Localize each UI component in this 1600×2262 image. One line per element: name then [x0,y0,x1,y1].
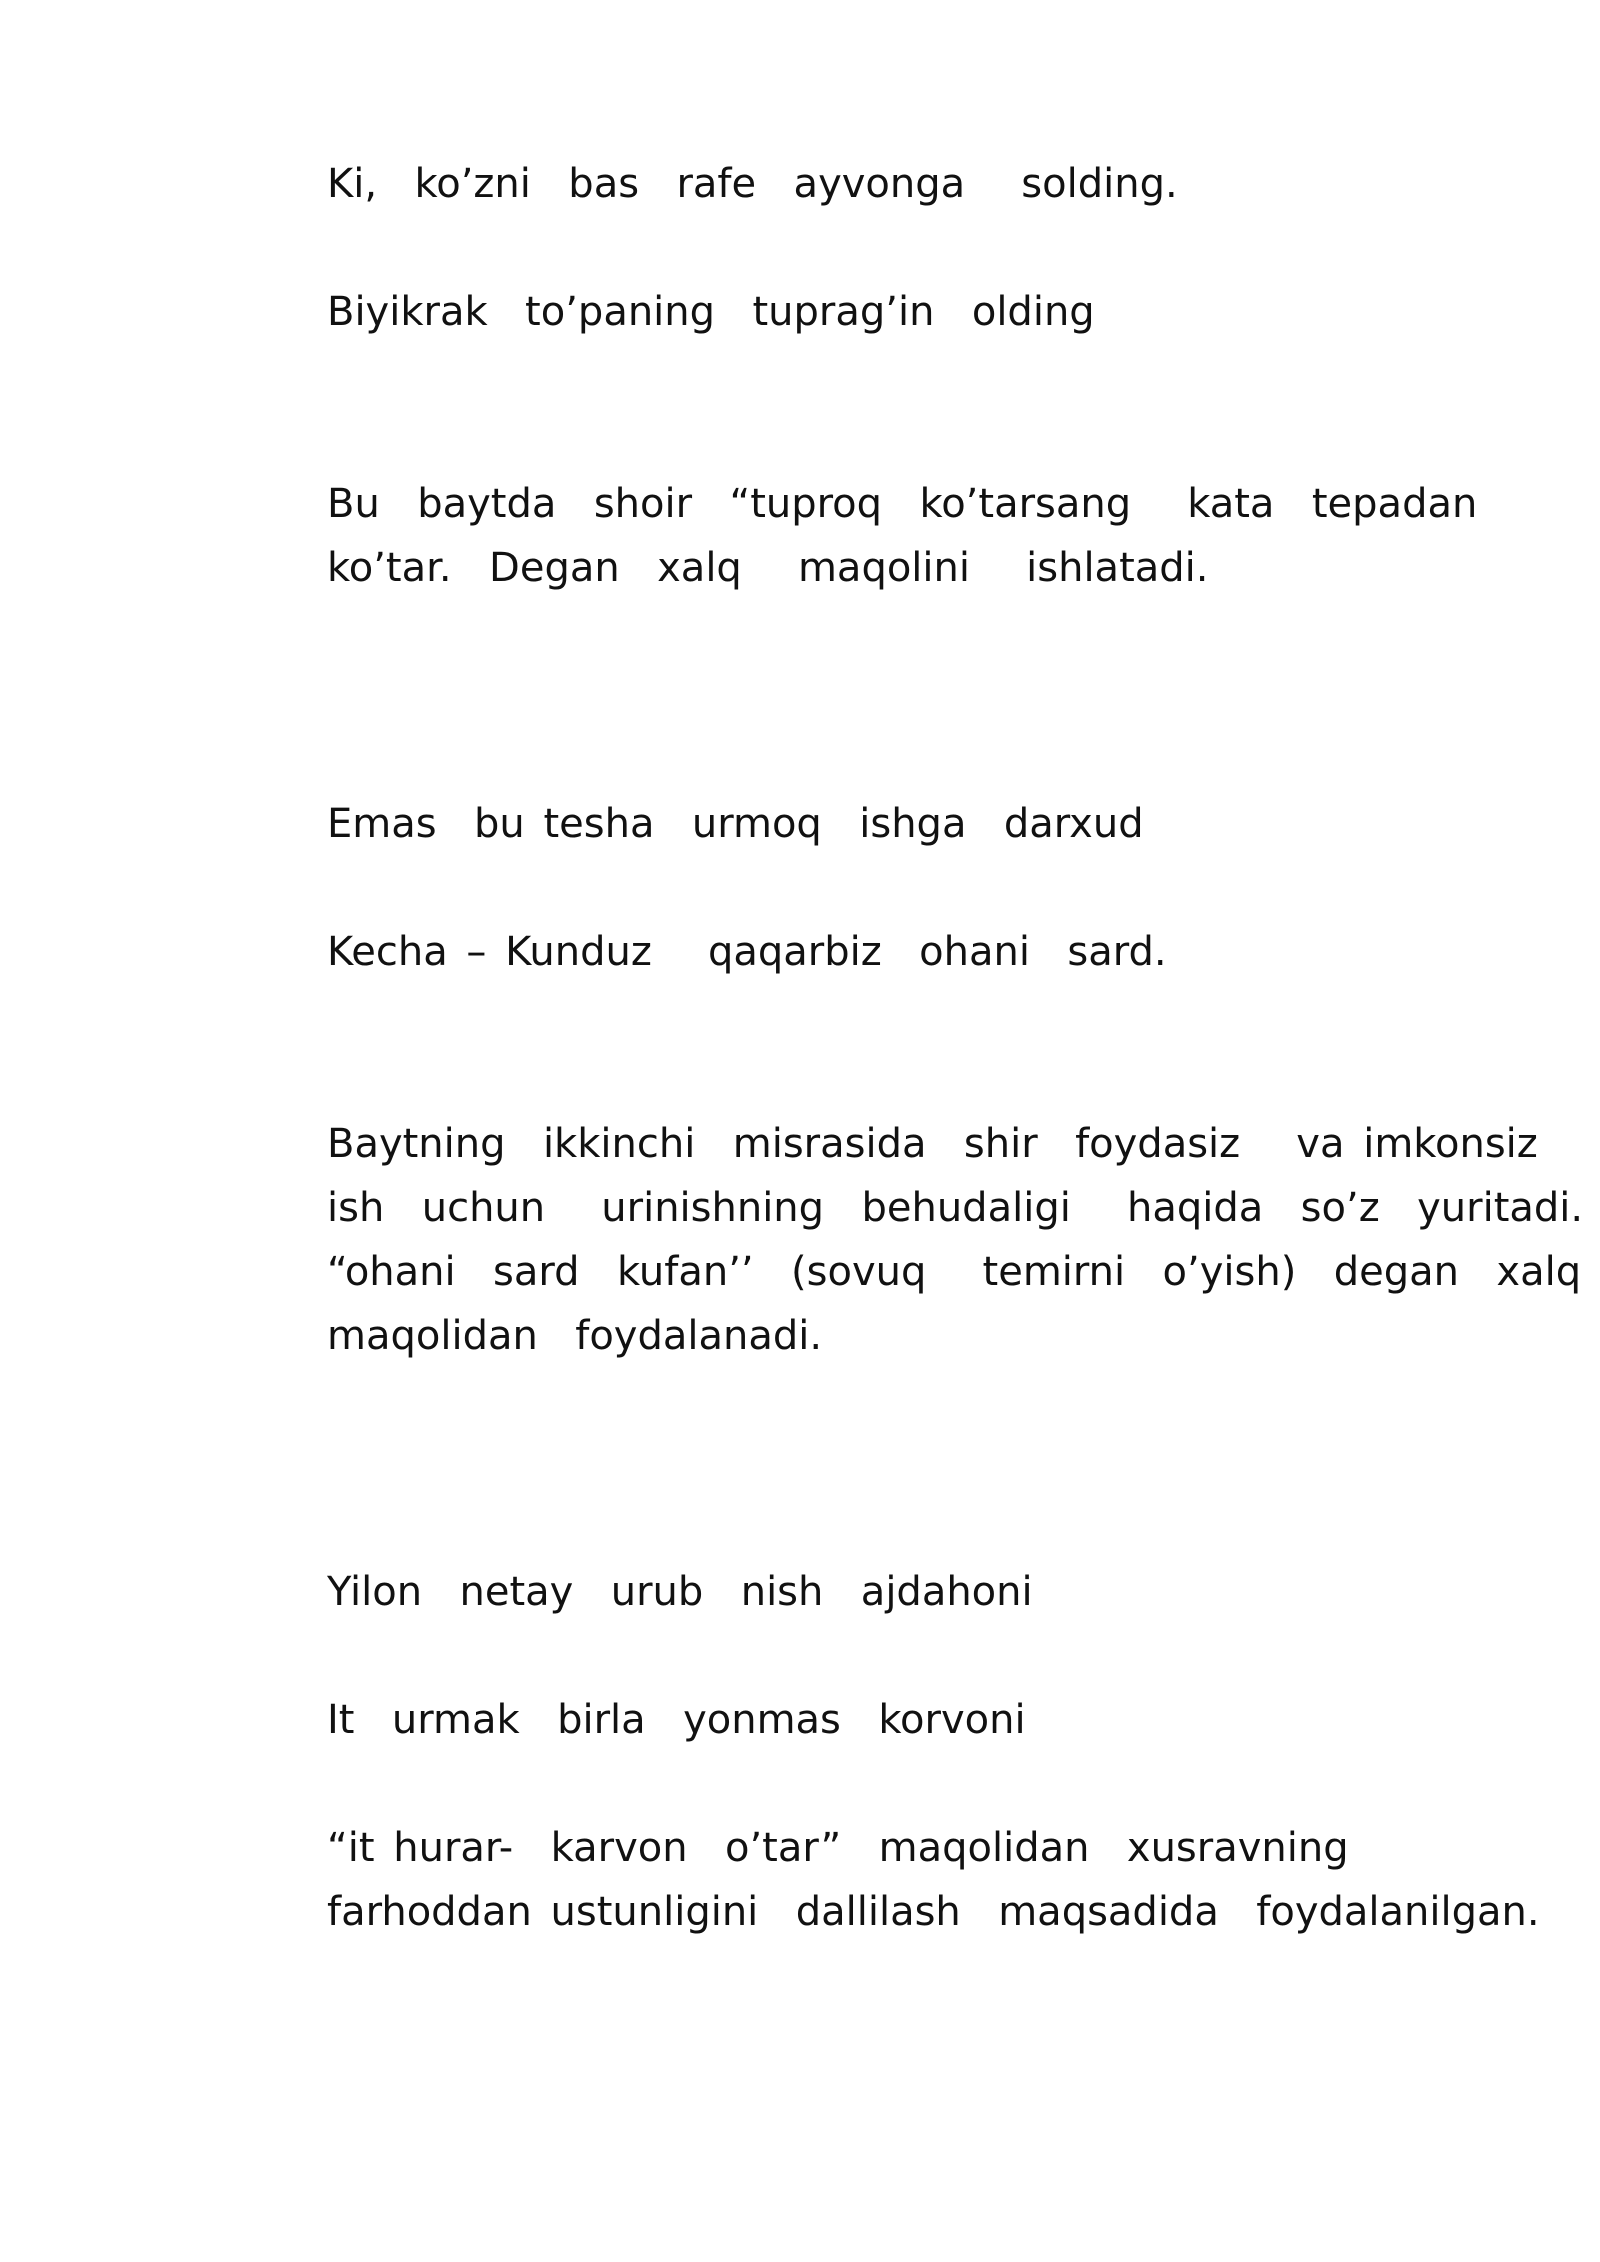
commentary-2-line-4: maqolidan foydalanadi. [327,1313,823,1359]
commentary-2-line-1: Baytning ikkinchi misrasida shir foydasiz va imkonsiz [327,1121,1538,1167]
verse-2-line-2: Kecha – Kunduz qaqarbiz ohani sard. [327,929,1167,975]
commentary-3-line-1: “it hurar- karvon o’tar” maqolidan xusravning [327,1825,1349,1871]
verse-1-line-2: Biyikrak to’paning tuprag’in olding [327,289,1095,335]
verse-3-line-2: It urmak birla yonmas korvoni [327,1697,1026,1743]
commentary-1-line-1: Bu baytda shoir “tuproq ko’tarsang kata tepadan [327,481,1478,527]
commentary-2-line-3: “ohani sard kufan’’ (sovuq temirni o’yish) degan xalq [327,1249,1582,1295]
commentary-1-line-2: ko’tar. Degan xalq maqolini ishlatadi. [327,545,1209,591]
commentary-3-line-2: farhoddan ustunligini dallilash maqsadida foydalanilgan. [327,1889,1540,1935]
verse-1-line-1: Ki, ko’zni bas rafe ayvonga solding. [327,161,1178,207]
verse-2-line-1: Emas bu tesha urmoq ishga darxud [327,801,1144,847]
commentary-2-line-2: ish uchun urinishning behudaligi haqida so’z yuritadi. [327,1185,1584,1231]
verse-3-line-1: Yilon netay urub nish ajdahoni [327,1569,1033,1615]
